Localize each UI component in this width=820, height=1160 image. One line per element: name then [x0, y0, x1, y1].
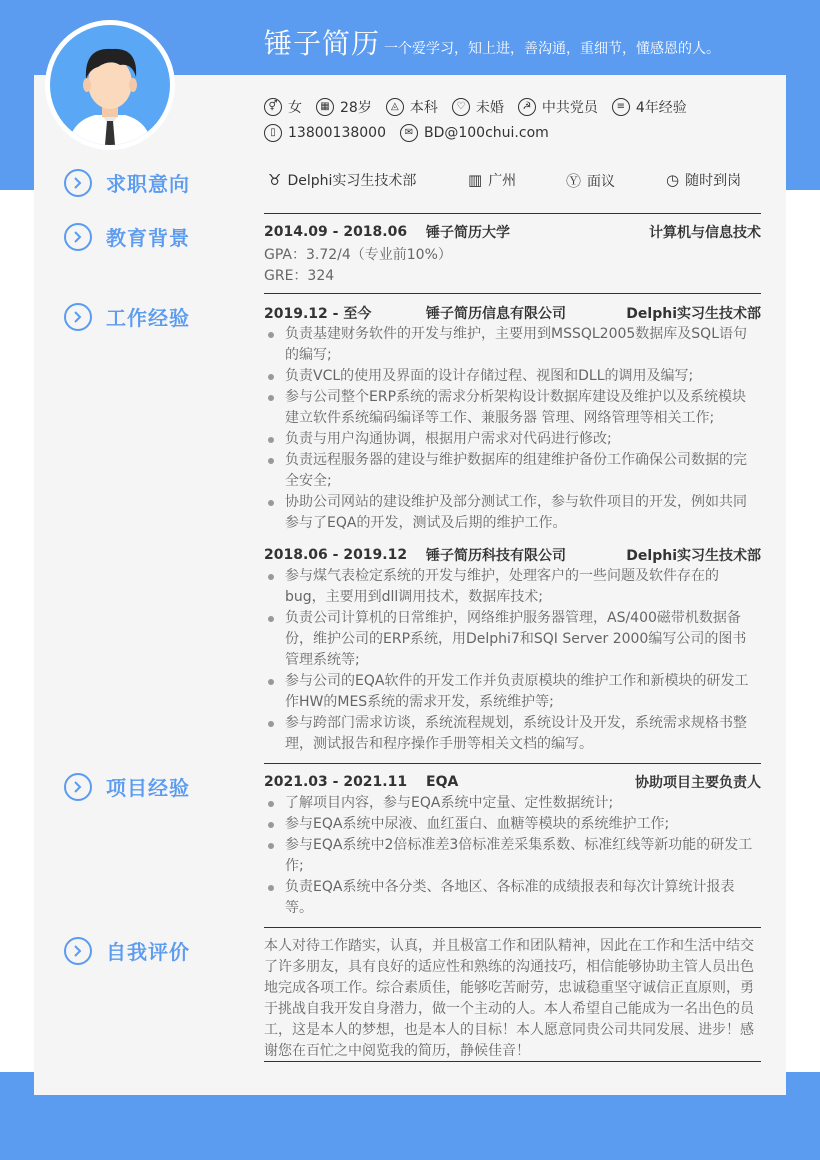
- info-education: ◬ 本科: [386, 97, 438, 117]
- heart-icon: ♡: [452, 98, 470, 116]
- education-entry-head: 2014.09 - 2018.06 锤子简历大学 计算机与信息技术: [264, 224, 761, 241]
- list-item: 参与煤气表检定系统的开发与维护，处理客户的一些问题及软件存在的bug，主要用到dll调用技术，数据库技术;: [264, 566, 761, 608]
- divider: [264, 1061, 761, 1062]
- list-item: 参与EQA系统中2倍标准差3倍标准差采集系数、标准红线等新功能的研发工作;: [264, 835, 761, 877]
- work-entry: 2018.06 - 2019.12 锤子简历科技有限公司 Delphi实习生技术部 参与煤气表检定系统的开发与维护，处理客户的一些问题及软件存在的bug，主要用到dll调用技术，数据库技术; 负责公司计算机的日常维护，网络维护服务器管理，AS/400磁带机数据备份，维护公司的ERP系统，用Delphi7和SQI Server 2000编写公司的图书管理系统等; 参与公司的EQA软件的开发工作并负责原模块的维护工作和新模块的研发工作HW的MES系统的需求开发，系统维护等; 参与跨部门需求访谈，系统流程规划，系统设计及开发，系统需求规格书整理，测试报告和程序操作手册等相关文档的编写。: [264, 544, 761, 755]
- tie-icon: ♉: [268, 171, 282, 189]
- page-title: 锤子简历: [264, 27, 381, 60]
- phone-text[interactable]: 13800138000: [288, 125, 386, 141]
- mail-icon: ✉: [400, 124, 418, 142]
- info-age: ▦ 28岁: [316, 97, 372, 117]
- list-item: 了解项目内容，参与EQA系统中定量、定性数据统计;: [264, 793, 761, 814]
- chevron-right-icon: [64, 223, 92, 251]
- document-icon: ≡: [612, 98, 630, 116]
- list-item: 负责与用户沟通协调，根据用户需求对代码进行修改;: [264, 429, 761, 450]
- list-item: 负责远程服务器的建设与维护数据库的组建维护备份工作确保公司数据的完全安全;: [264, 450, 761, 492]
- gender-icon: ⚥: [264, 98, 282, 116]
- info-gender: ⚥ 女: [264, 97, 302, 117]
- work-duties-list: [264, 324, 761, 534]
- chevron-right-icon: [64, 773, 92, 801]
- work-duties-list: [264, 566, 761, 755]
- info-experience: ≡ 4年经验: [612, 97, 687, 117]
- work-block: [264, 293, 761, 755]
- avatar-illustration: [50, 25, 170, 145]
- basic-info-row-1: [264, 97, 701, 117]
- chevron-right-icon: [64, 937, 92, 965]
- section-work-heading: 工作经验: [64, 302, 190, 331]
- list-item: 参与跨部门需求访谈，系统流程规划，系统设计及开发，系统需求规格书整理，测试报告和程序操作手册等相关文档的编写。: [264, 713, 761, 755]
- list-item: 协助公司网站的建设维护及部分测试工作，参与软件项目的开发，例如共同参与了EQA的开发，测试及后期的维护工作。: [264, 492, 761, 534]
- info-email: [400, 124, 549, 142]
- intent-availability: ◷ 随时到岗: [666, 171, 742, 189]
- info-marital: ♡ 未婚: [452, 97, 504, 117]
- info-politics: ☭ 中共党员: [518, 97, 598, 117]
- clock-icon: ◷: [666, 171, 680, 189]
- chevron-right-icon: [64, 303, 92, 331]
- party-emblem-icon: ☭: [518, 98, 536, 116]
- project-duties-list: [264, 793, 761, 919]
- education-gre: GRE：324: [264, 268, 335, 284]
- phone-icon: ▯: [264, 124, 282, 142]
- section-education-heading: 教育背景: [64, 222, 190, 251]
- work-entry: 2019.12 - 至今 锤子简历信息有限公司 Delphi实习生技术部 负责基建财务软件的开发与维护，主要用到MSSQL2005数据库及SQL语句的编写; 负责VCL的使用及界面的设计存储过程、视图和DLL的调用及编写; 参与公司整个ERP系统的需求分析架构设计数据库建设及维护以及系统模块建立软件系统编码编译等工作、兼服务器 管理、网络管理等相关工作; 负责与用户沟通协调，根据用户需求对代码进行修改; 负责远程服务器的建设与维护数据库的组建维护备份工作确保公司数据的完全安全; 协助公司网站的建设维护及部分测试工作，参与软件项目的开发，例如共同参与了EQA的开发，测试及后期的维护工作。: [264, 302, 761, 534]
- self-eval-text: 本人对待工作踏实，认真，并且极富工作和团队精神，因此在工作和生活中结交了许多朋友，具有良好的适应性和熟练的沟通技巧，相信能够协助主管人员出色地完成各项工作。综合素质佳，能够吃苦耐劳，忠诚稳重坚守诚信正直原则，勇于挑战自我开发自身潜力，做一个主动的人。本人希望自己能成为一名出色的员工，这是本人的梦想，也是本人的目标！本人愿意同贵公司共同发展、进步！感谢您在百忙之中阅览我的简历，静候佳音！: [264, 938, 754, 1059]
- yen-icon: Ⓨ: [566, 172, 582, 190]
- header-title-row: [264, 22, 720, 62]
- basic-info-row-2: [264, 124, 563, 142]
- self-eval-block: [264, 927, 761, 1062]
- job-intent: [264, 170, 754, 196]
- education-gpa: GPA：3.72/4（专业前10%）: [264, 247, 452, 263]
- section-intent-heading: 求职意向: [64, 168, 190, 197]
- info-phone: [264, 124, 386, 142]
- graduation-cap-icon: ◬: [386, 98, 404, 116]
- intent-salary: Ⓨ 面议: [566, 172, 616, 190]
- list-item: 参与公司的EQA软件的开发工作并负责原模块的维护工作和新模块的研发工作HW的MES系统的需求开发，系统维护等;: [264, 671, 761, 713]
- list-item: 负责基建财务软件的开发与维护，主要用到MSSQL2005数据库及SQL语句的编写;: [264, 324, 761, 366]
- page-subtitle: 一个爱学习，知上进，善沟通，重细节，懂感恩的人。: [384, 41, 721, 57]
- intent-city: ▥ 广州: [468, 171, 517, 189]
- avatar: [45, 20, 175, 150]
- list-item: 负责EQA系统中各分类、各地区、各标准的成绩报表和每次计算统计报表等。: [264, 877, 761, 919]
- list-item: 参与公司整个ERP系统的需求分析架构设计数据库建设及维护以及系统模块建立软件系统编码编译等工作、兼服务器 管理、网络管理等相关工作;: [264, 387, 761, 429]
- calendar-icon: ▦: [316, 98, 334, 116]
- chevron-right-icon: [64, 169, 92, 197]
- section-project-heading: 项目经验: [64, 772, 190, 801]
- list-item: 负责公司计算机的日常维护，网络维护服务器管理，AS/400磁带机数据备份，维护公司的ERP系统，用Delphi7和SQI Server 2000编写公司的图书管理系统等;: [264, 608, 761, 671]
- education-block: [264, 213, 761, 287]
- list-item: 负责VCL的使用及界面的设计存储过程、视图和DLL的调用及编写;: [264, 366, 761, 387]
- email-link[interactable]: BD@100chui.com: [423, 125, 549, 141]
- intent-position: ♉ Delphi实习生技术部: [268, 171, 417, 189]
- building-icon: ▥: [468, 171, 483, 189]
- section-self-eval-heading: 自我评价: [64, 936, 190, 965]
- project-block: 2021.03 - 2021.11 EQA 协助项目主要负责人 了解项目内容，参与EQA系统中定量、定性数据统计; 参与EQA系统中尿液、血红蛋白、血糖等模块的系统维护工作; 参与EQA系统中2倍标准差3倍标准差采集系数、标准红线等新功能的研发工作; 负责EQA系统中各分类、各地区、各标准的成绩报表和每次计算统计报表等。: [264, 763, 761, 919]
- list-item: 参与EQA系统中尿液、血红蛋白、血糖等模块的系统维护工作;: [264, 814, 761, 835]
